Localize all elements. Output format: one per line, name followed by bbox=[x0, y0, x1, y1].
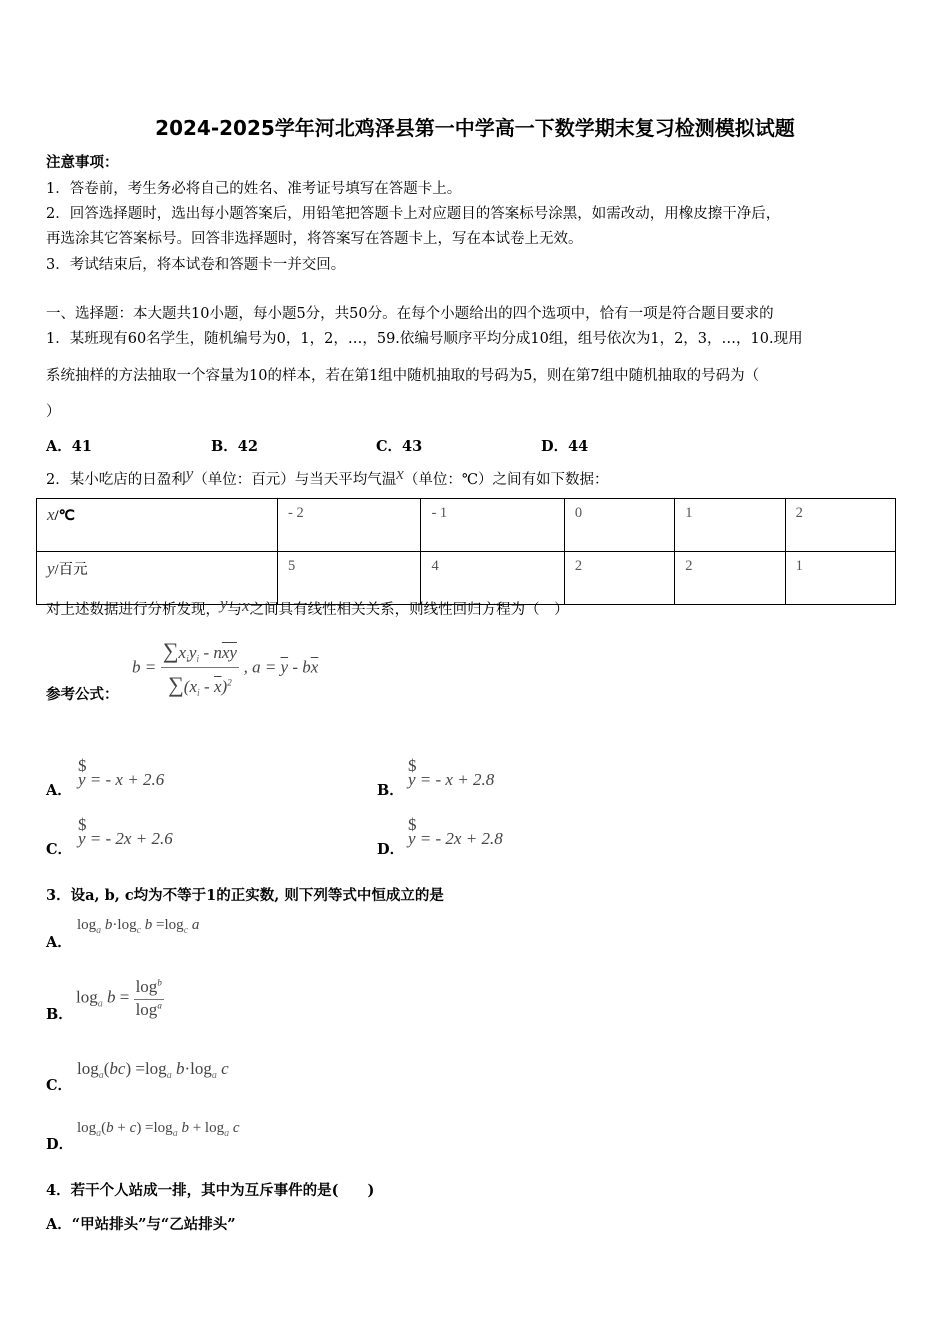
equation: = - 2x + 2.8 bbox=[419, 829, 503, 848]
q2-option-c-label: C． bbox=[46, 841, 73, 858]
var-x: x bbox=[396, 464, 404, 483]
text: 之间具有线性相关关系，则线性回归方程为（ ） bbox=[249, 602, 569, 618]
note-item: 再选涂其它答案标号。回答非选择题时，将答案写在答题卡上，写在本试卷上无效。 bbox=[46, 231, 583, 247]
equation: = - x + 2.6 bbox=[89, 770, 165, 789]
q2-option-c-eq: $ y = - 2x + 2.6 bbox=[78, 829, 173, 849]
cell: 1 bbox=[785, 552, 895, 605]
data-table bbox=[36, 498, 896, 605]
equation: = - 2x + 2.6 bbox=[89, 829, 173, 848]
q3-option-d-eq: $\log_a(b + c) =\log_a$ $b + \log_a c$ bbox=[77, 1120, 240, 1139]
q2-stem bbox=[46, 464, 609, 489]
cell: - 1 bbox=[421, 499, 564, 552]
q2-option-d-eq: $ y = - 2x + 2.8 bbox=[408, 829, 503, 849]
q2-stem-text: （单位：百元）与当天平均气温 bbox=[193, 472, 397, 488]
cell: 2 bbox=[675, 552, 785, 605]
cell: 0 bbox=[564, 499, 674, 552]
q2-option-a-eq: $ y = - x + 2.6 bbox=[78, 770, 164, 790]
q2-option-b-label: B． bbox=[377, 782, 404, 799]
q2-option-a-label: A． bbox=[46, 782, 72, 799]
cell: 2 bbox=[785, 499, 895, 552]
q1-line: ） bbox=[46, 404, 61, 420]
section-heading: 一、选择题：本大题共10小题，每小题5分，共50分。在每个小题给出的四个选项中，恰有一项是符合题目要求的 bbox=[46, 306, 774, 322]
table-row bbox=[37, 499, 896, 552]
equation: = - x + 2.8 bbox=[419, 770, 495, 789]
table-row bbox=[37, 552, 896, 605]
note-item: 3．考试结束后，将本试卷和答题卡一并交回。 bbox=[46, 257, 346, 273]
cell: - 2 bbox=[278, 499, 421, 552]
q1-line: 1．某班现有60名学生，随机编号为0，1，2，…，59.依编号顺序平均分成10组，组号依次为1，2，3，…，10.现用 bbox=[46, 331, 803, 347]
formula-label: 参考公式： bbox=[46, 686, 119, 703]
text: 与 bbox=[227, 602, 243, 618]
var-x: x bbox=[47, 505, 55, 524]
q1-option-b: B．42 bbox=[211, 438, 258, 455]
note-item: 2．回答选择题时，选出每小题答案后，用铅笔把答题卡上对应题目的答案标号涂黑，如需改动，用橡皮擦干净后， bbox=[46, 206, 781, 222]
q4-stem: 4．若干个人站成一排，其中为互斥事件的是( ) bbox=[46, 1182, 375, 1199]
q3-option-a-label: A． bbox=[46, 934, 72, 951]
unit: /百元 bbox=[54, 562, 88, 578]
var-x: x bbox=[242, 596, 250, 615]
cell: 1 bbox=[675, 499, 785, 552]
note-item: 1．答卷前，考生务必将自己的姓名、准考证号填写在答题卡上。 bbox=[46, 181, 462, 197]
cell: 2 bbox=[564, 552, 674, 605]
q3-option-c-label: C． bbox=[46, 1077, 73, 1094]
q2-stem-text: （单位：℃）之间有如下数据： bbox=[403, 472, 609, 488]
q1-option-c: C．43 bbox=[376, 438, 423, 455]
text: 对上述数据进行分析发现， bbox=[46, 602, 220, 618]
regression-formula: b = $\frac{\sum x_iy_i - n\overline{xy}}{\sum(x_i - \overline{x})^2}$ , $a = \overline{y} - b\overline{x}$ bbox=[132, 638, 319, 699]
q3-option-c-eq: $\log_a(bc) =\log_a$ $b\cdot\log_a$ c bbox=[77, 1059, 229, 1081]
q3-option-b-eq: $\log_a b$ = $\frac{\log^b}{\log^a}$ bbox=[76, 977, 162, 1019]
row-header bbox=[37, 499, 278, 552]
q2-stem-text: 2．某小吃店的日盈利 bbox=[46, 472, 186, 488]
cell: 4 bbox=[421, 552, 564, 605]
var-y: y bbox=[220, 594, 228, 613]
var-y: y bbox=[185, 464, 194, 483]
q1-line: 系统抽样的方法抽取一个容量为10的样本，若在第1组中随机抽取的号码为5，则在第7组中随机抽取的号码为（ bbox=[46, 368, 760, 384]
q4-option-a: A．“甲站排头”与“乙站排头” bbox=[46, 1216, 236, 1233]
q2-option-b-eq: $ y = - x + 2.8 bbox=[408, 770, 494, 790]
q1-option-a: A．41 bbox=[46, 438, 92, 455]
page-title: 2024-2025学年河北鸡泽县第一中学高一下数学期末复习检测模拟试题 bbox=[155, 116, 795, 140]
unit: /℃ bbox=[54, 508, 75, 524]
q2-option-d-label: D． bbox=[377, 841, 405, 858]
q3-option-d-label: D． bbox=[46, 1136, 74, 1153]
cell: 5 bbox=[278, 552, 421, 605]
q1-option-d: D．44 bbox=[541, 438, 589, 455]
notes-heading: 注意事项： bbox=[46, 154, 119, 171]
q3-option-a-eq: $\log_a b\cdot\log_c$ $b =\log_c$ a bbox=[77, 917, 200, 936]
q2-after bbox=[46, 594, 569, 619]
var-y: y bbox=[47, 559, 55, 578]
q3-option-b-label: B． bbox=[46, 1006, 73, 1023]
q3-stem: 3．设a, b, c均为不等于1的正实数, 则下列等式中恒成立的是 bbox=[46, 887, 444, 904]
